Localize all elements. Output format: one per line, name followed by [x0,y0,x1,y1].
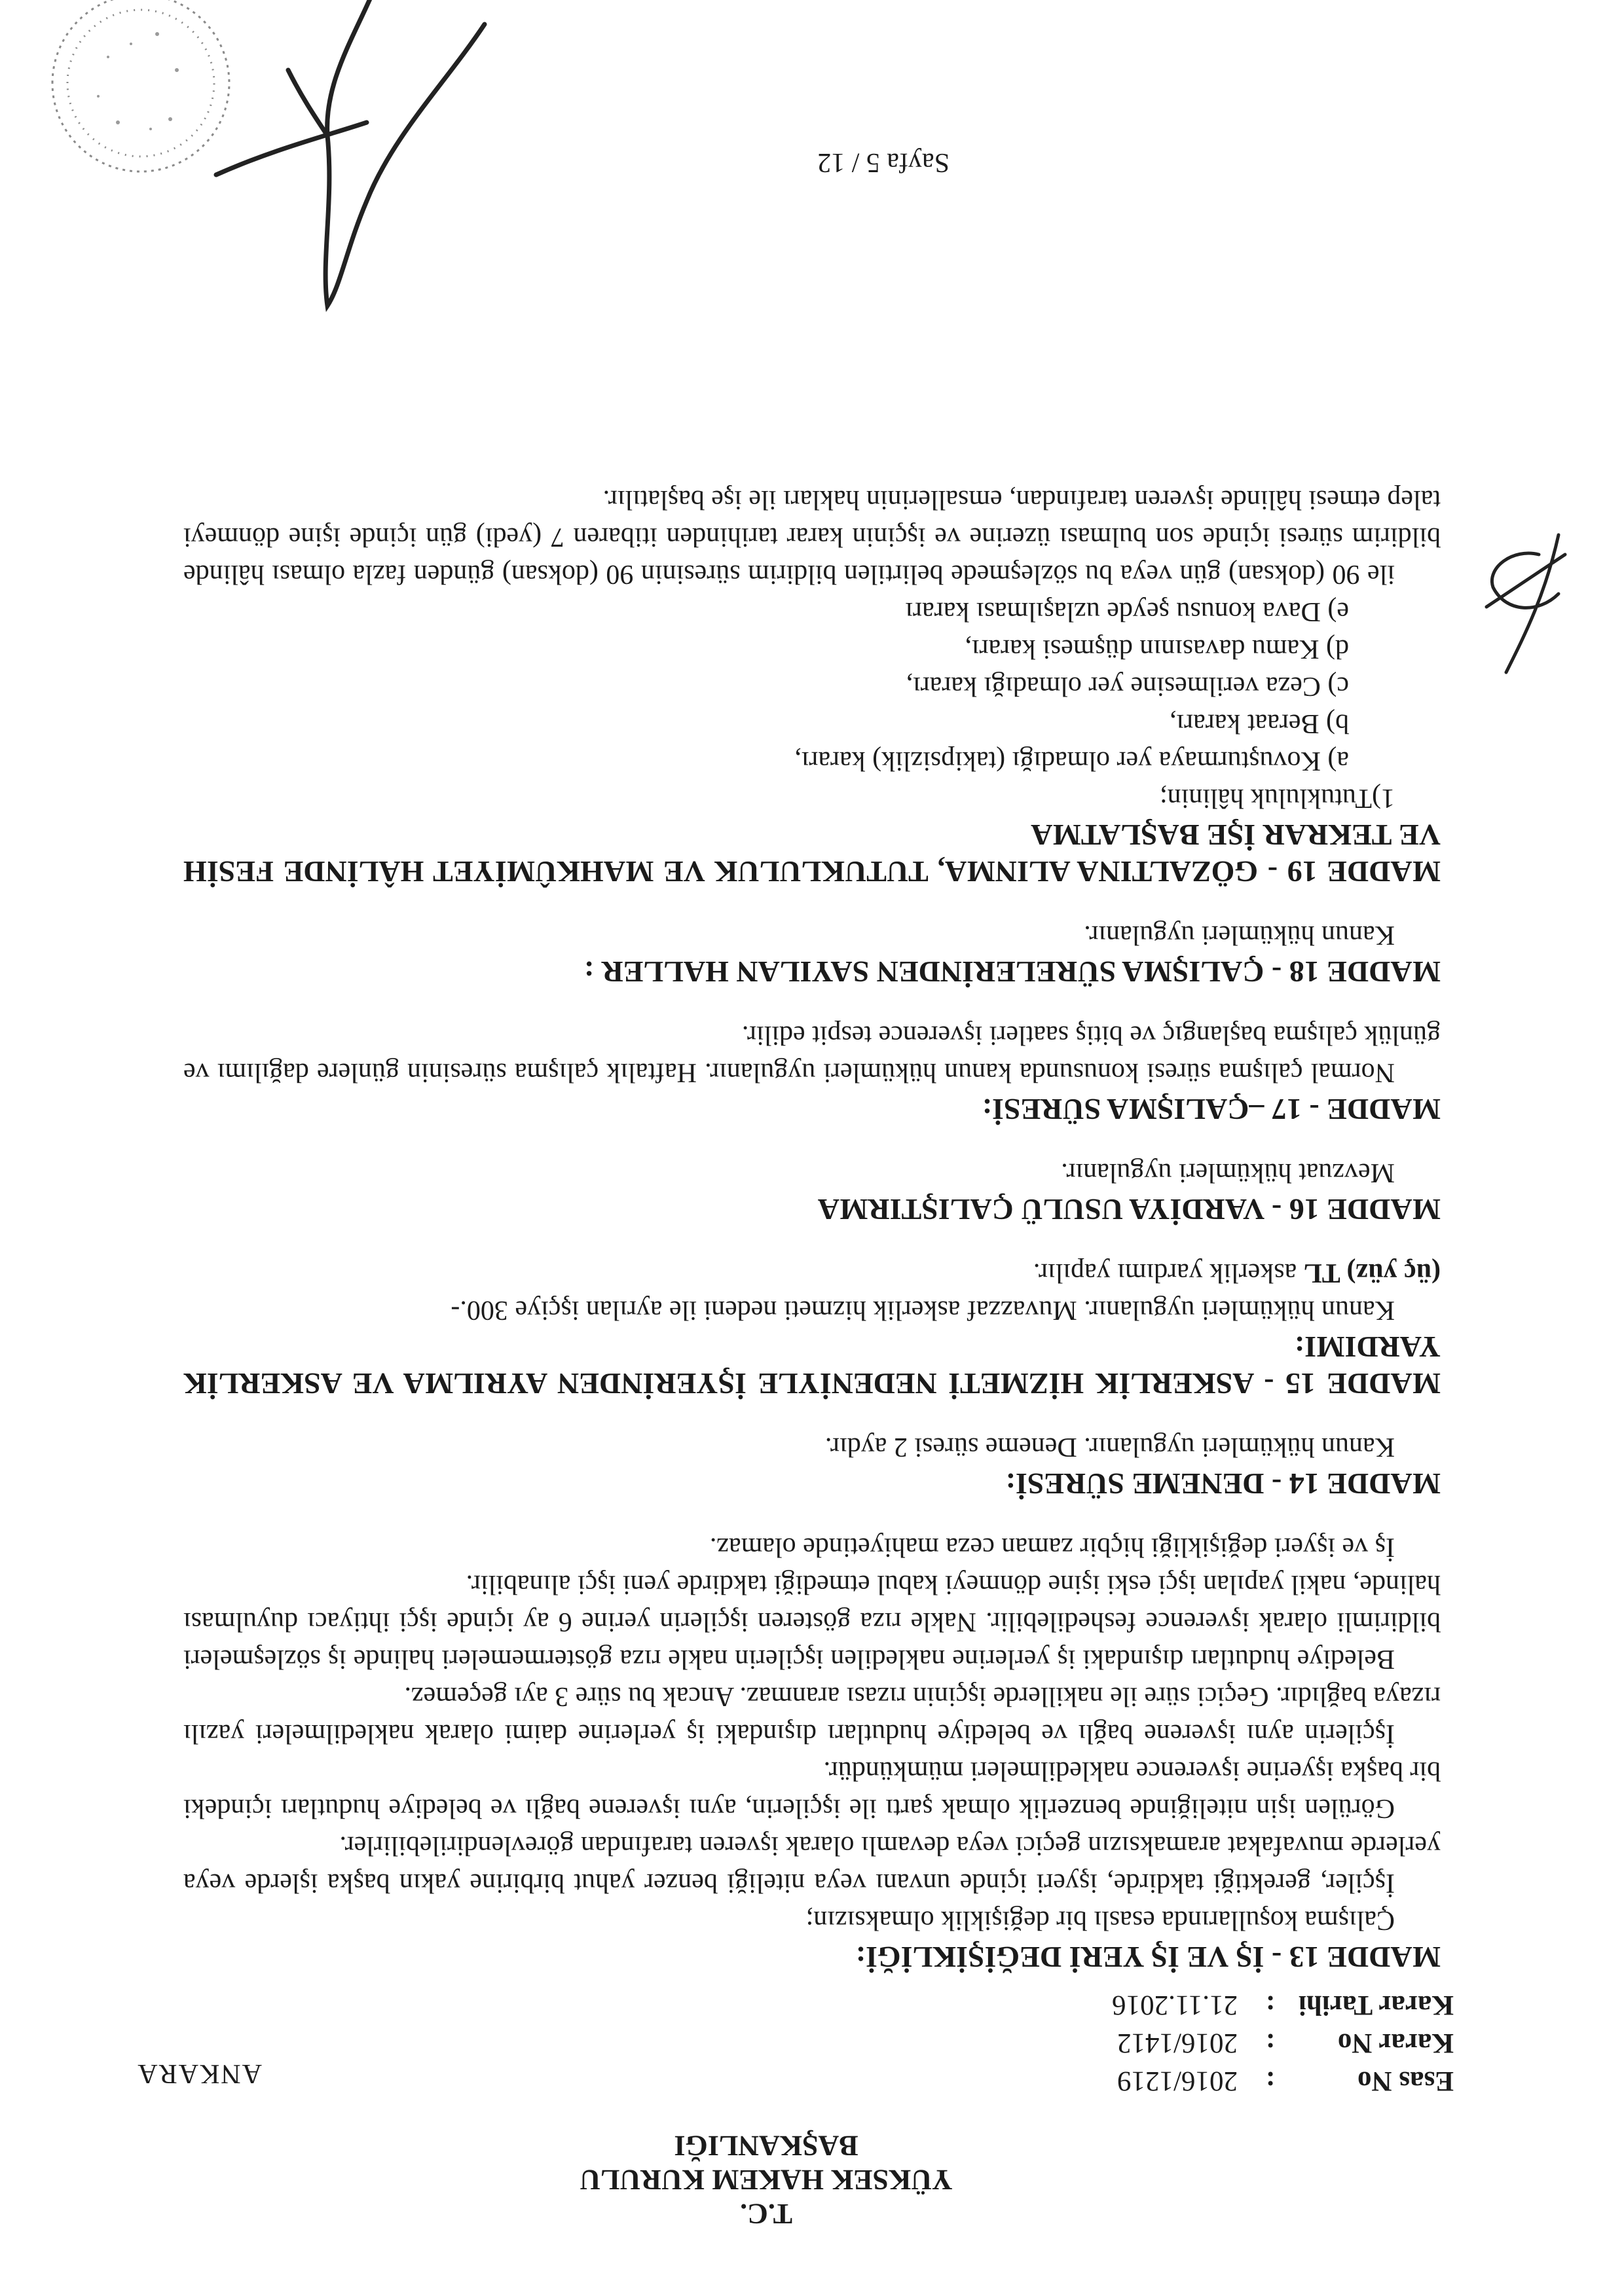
list-item: c) Ceza verilmesine yer olmadığı kararı, [906,671,1349,701]
initial-signature [1473,515,1585,685]
article-19-list [183,592,1441,779]
karar-tarihi-row [1112,1986,1454,2024]
article-16-title: MADDE 16 - VARDİYA USULÜ ÇALIŞTIRMA [817,1193,1441,1226]
separator: : [1265,1990,1276,2020]
list-item: a) Kovuşturmaya yer olmadığı (takipsizlik) kararı, [794,746,1349,776]
city-label: ANKARA [136,2058,262,2088]
document-body [183,481,1441,1975]
article-19-paragraph: ile 90 (doksan) gün veya bu sözleşmede belirtilen bildirim süresinin 90 (doksan) günden fazla olması hâlinde bildirim süresi içinde son bulması üzerine ve işçinin karar tarihinden itibaren 7 (yedi) gün içinde işine dönmeyi talep etmesi hâlinde işveren tarafından, emsallerinin hakları ile işe başlatılır. [183,484,1441,589]
page-number: Sayfa 5 / 12 [817,147,950,177]
article-13-paragraph: Görülen işin niteliğinde benzerlik olmak şartı ile işçilerin, aynı işverene bağlı ve belediye hudutları içindeki bir başka işyerine işverence nakledilmeleri mümkündür. [183,1756,1441,1823]
list-item: b) Beraat kararı, [1169,708,1349,738]
article-17-title: MADDE - 17 –ÇALIŞMA SÜRESİ: [982,1093,1441,1126]
header-institution: YÜKSEK HAKEM KURULU [580,2164,953,2196]
article-13-paragraph: İşçiler, gerektiği takdirde, işyeri içinde unvanı veya niteliği benzer yahut birbirine yakın başka işlerde veya yerlerde muvafakat aramaksızın geçici veya devamlı olarak işveren tarafından görevlendirilebilirler. [183,1831,1441,1898]
article-17-paragraph: Normal çalışma süresi konusunda kanun hükümleri uygulanır. Haftalık çalışma süresinin günlere dağılımı ve günlük çalışma başlangıç ve bitiş saatleri işverence tespit edilir. [183,1020,1441,1087]
article-15-paragraph [183,1254,1441,1328]
article-13-paragraph: Çalışma koşullarında esaslı bir değişiklik olmaksızın; [805,1905,1395,1935]
article-13-paragraph: İşçilerin aynı işverene bağlı ve belediye hudutları dışındaki iş yerlerine daimi olarak nakledilmeleri yazılı rızaya bağlıdır. Geçici süre ile nakillerde işçinin rızası aranmaz. Ancak bu süre 3 ayı geçemez. [183,1681,1441,1749]
karar-tarihi-label: Karar Tarihi [1299,1990,1454,2020]
article-14-paragraph: Kanun hükümleri uygulanır. Deneme süresi 2 aydır. [824,1432,1395,1462]
header-department: BAŞKANLIĞI [674,2130,858,2162]
article-16-paragraph: Mevzuat hükümleri uygulanır. [1061,1157,1395,1188]
article-15-text-end: askerlik yardımı yapılır. [1033,1258,1304,1288]
karar-no-label: Karar No [1337,2028,1454,2058]
article-13-title: MADDE 13 - İŞ VE İŞ YERİ DEĞİŞİKLİĞİ: [855,1941,1441,1974]
decision-metadata [1112,1986,1454,2100]
document-header [563,2128,969,2231]
article-19-title: MADDE 19 - GÖZALTINA ALINMA, TUTUKLULUK VE MAHKÛMİYET HÂLİNDE FESİH VE TEKRAR İŞE BAŞLATMA [183,818,1441,888]
article-18-paragraph: Kanun hükümleri uygulanır. [1084,920,1395,950]
signature [183,0,524,332]
article-14-title: MADDE 14 - DENEME SÜRESİ: [1005,1467,1441,1501]
esas-no-label: Esas No [1357,2066,1454,2096]
article-19-intro: 1)Tutukluluk hâlinin; [1160,783,1395,813]
article-13-paragraph: Belediye hudutları dışındaki iş yerlerine nakledilen işçilerin nakle rıza göstermemeleri halinde iş sözleşmeleri bildirimli olarak işverence feshedilebilir. Nakle rıza gösteren işçilerin yerine 6 ay içinde işçi ihtiyacı duyulması halinde, nakil yapılan işçi eski işine dönmeyi kabul etmediği takdirde yeni işçi alınabilir. [183,1569,1441,1674]
article-15-text: Kanun hükümleri uygulanır. Muvazzaf askerlik hizmeti nedeni ile ayrılan işçiye 300.- [451,1295,1395,1325]
header-tc: T.C. [740,2198,792,2230]
list-item: d) Kamu davasının düşmesi kararı, [965,634,1349,664]
karar-no-row [1112,2024,1454,2062]
article-18-title: MADDE 18 - ÇALIŞMA SÜRELERİNDEN SAYILAN HALLER : [583,955,1441,989]
esas-no-value: 2016/1219 [1117,2066,1238,2096]
karar-no-value: 2016/1412 [1117,2028,1238,2058]
karar-tarihi-value: 21.11.2016 [1112,1990,1238,2020]
separator: : [1265,2028,1276,2058]
article-15-amount: (üç yüz) TL [1303,1258,1441,1288]
article-15-title: MADDE 15 - ASKERLİK HİZMETİ NEDENİYLE İŞYERİNDEN AYRILMA VE ASKERLİK YARDIMI: [183,1330,1441,1400]
list-item: e) Dava konusu şeyde uzlaşılması kararı [905,596,1349,627]
article-13-paragraph: İş ve işyeri değişikliği hiçbir zaman ceza mahiyetinde olamaz. [709,1532,1395,1562]
esas-no-row [1112,2062,1454,2100]
separator: : [1265,2066,1276,2096]
